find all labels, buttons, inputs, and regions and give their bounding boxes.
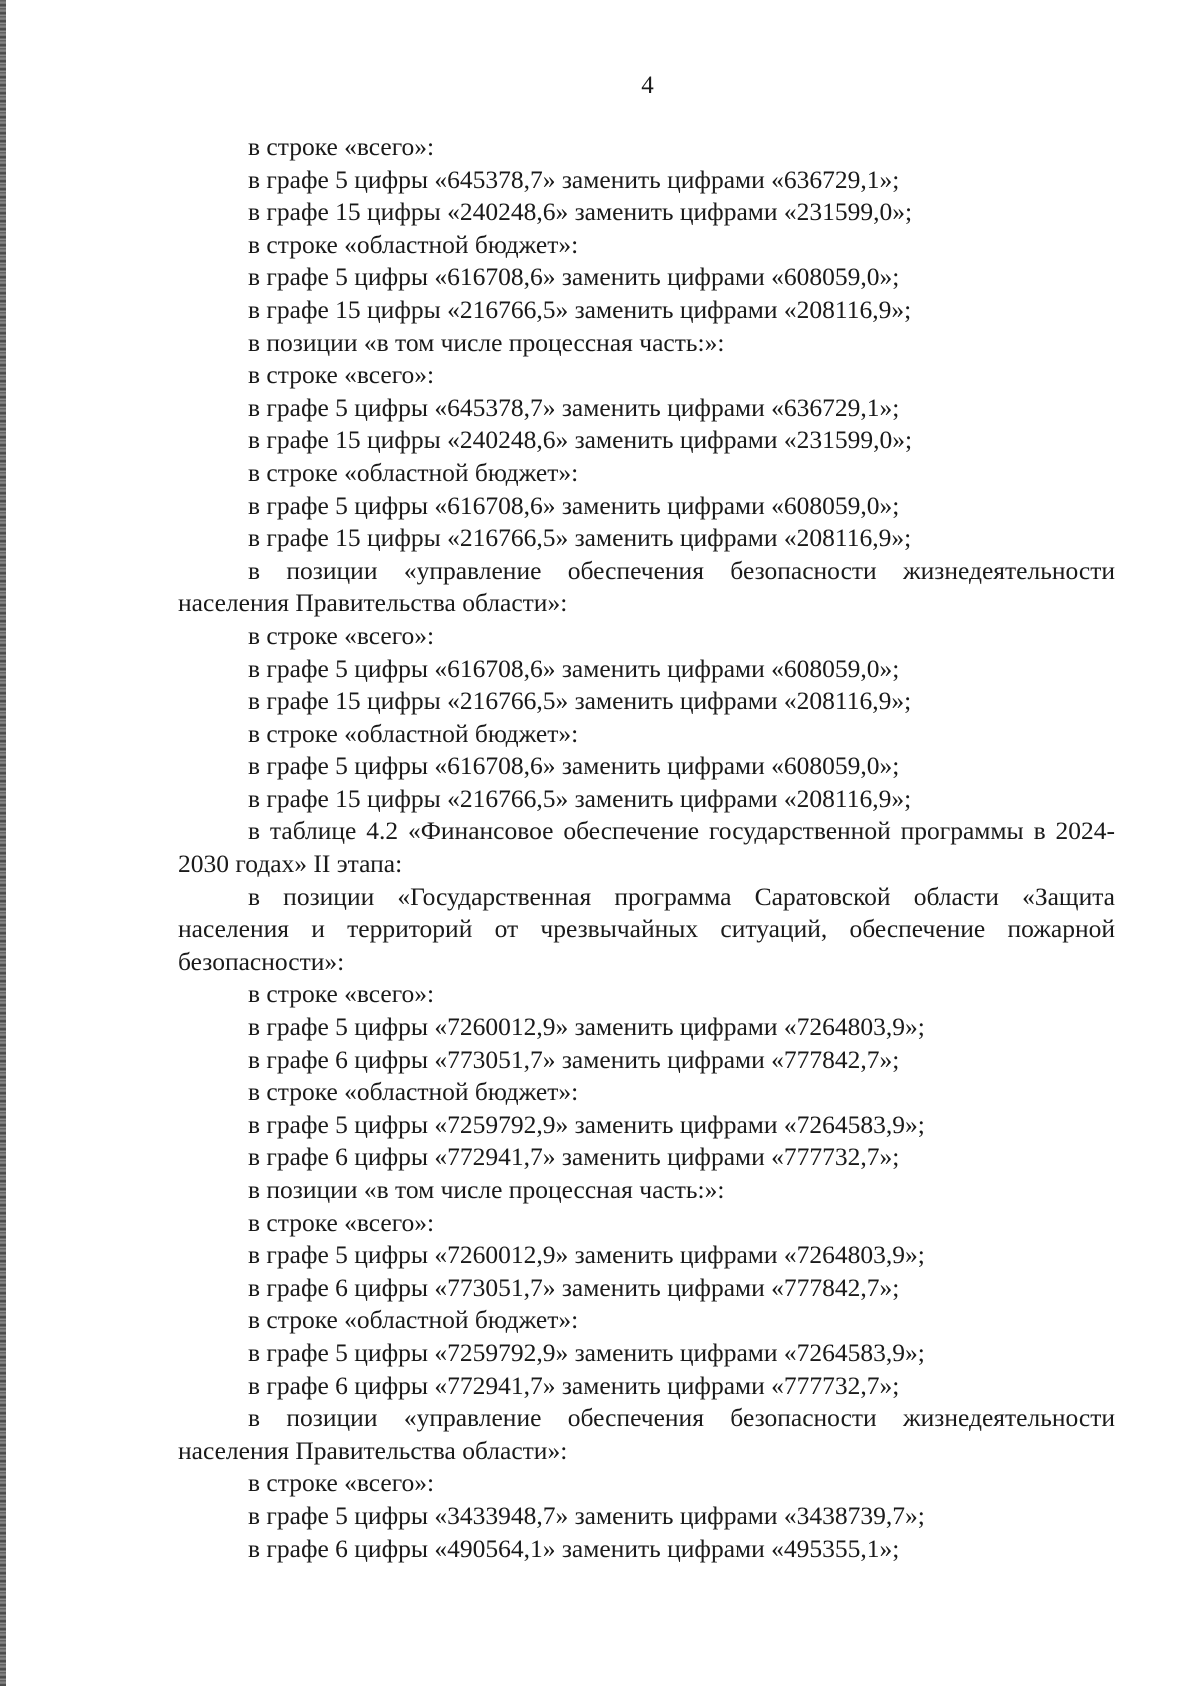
text-line: в графе 5 цифры «616708,6» заменить цифрами «608059,0»; [248, 490, 900, 520]
text-line: в графе 5 цифры «7259792,9» заменить цифрами «7264583,9»; [248, 1337, 925, 1367]
text-line: в строке «всего»: [248, 1468, 435, 1498]
text-line: в строке «областной бюджет»: [248, 229, 579, 259]
text-line: в графе 6 цифры «773051,7» заменить цифрами «777842,7»; [248, 1044, 900, 1074]
text-line: в графе 15 цифры «216766,5» заменить цифрами «208116,9»; [248, 686, 912, 716]
text-line: в графе 6 цифры «772941,7» заменить цифрами «777732,7»; [248, 1370, 900, 1400]
text-line: в строке «всего»: [248, 1207, 435, 1237]
paragraph: в позиции «управление обеспечения безопасности жизнедеятельности населения Правительства области»: [178, 555, 1115, 618]
text-line: в графе 5 цифры «645378,7» заменить цифрами «636729,1»; [248, 164, 900, 194]
text-line: в графе 5 цифры «645378,7» заменить цифрами «636729,1»; [248, 392, 900, 422]
text-line: в строке «областной бюджет»: [248, 1077, 579, 1107]
paragraph: в таблице 4.2 «Финансовое обеспечение государственной программы в 2024-2030 годах» II этапа: [178, 816, 1115, 879]
text-line: в строке «областной бюджет»: [248, 457, 579, 487]
text-line: в графе 6 цифры «773051,7» заменить цифрами «777842,7»; [248, 1272, 900, 1302]
text-line: в графе 15 цифры «216766,5» заменить цифрами «208116,9»; [248, 523, 912, 553]
document-body [178, 131, 1115, 1565]
text-line: в графе 5 цифры «7260012,9» заменить цифрами «7264803,9»; [248, 1240, 925, 1270]
text-line: в графе 5 цифры «616708,6» заменить цифрами «608059,0»; [248, 653, 900, 683]
text-line: в графе 15 цифры «216766,5» заменить цифрами «208116,9»; [248, 783, 912, 813]
text-line: в графе 6 цифры «772941,7» заменить цифрами «777732,7»; [248, 1142, 900, 1172]
text-line: в графе 5 цифры «7259792,9» заменить цифрами «7264583,9»; [248, 1109, 925, 1139]
text-line: в позиции «в том числе процессная часть:»: [248, 327, 725, 357]
paragraph: в позиции «Государственная программа Саратовской области «Защита населения и территорий от чрезвычайных ситуаций, обеспечение пожарной безопасности»: [178, 881, 1115, 976]
text-line: в графе 5 цифры «7260012,9» заменить цифрами «7264803,9»; [248, 1012, 925, 1042]
scan-edge [0, 0, 6, 1686]
page-number: 4 [641, 72, 654, 99]
text-line: в строке «всего»: [248, 360, 435, 390]
text-line: в графе 5 цифры «616708,6» заменить цифрами «608059,0»; [248, 262, 900, 292]
text-line: в графе 5 цифры «3433948,7» заменить цифрами «3438739,7»; [248, 1500, 925, 1530]
text-line: в строке «всего»: [248, 979, 435, 1009]
paragraph: в позиции «управление обеспечения безопасности жизнедеятельности населения Правительства области»: [178, 1403, 1115, 1465]
text-line: в позиции «в том числе процессная часть:»: [248, 1175, 725, 1204]
text-line: в графе 5 цифры «616708,6» заменить цифрами «608059,0»; [248, 751, 900, 781]
text-line: в графе 15 цифры «240248,6» заменить цифрами «231599,0»; [248, 197, 913, 227]
text-line: в графе 6 цифры «490564,1» заменить цифрами «495355,1»; [248, 1533, 900, 1563]
text-line: в графе 15 цифры «240248,6» заменить цифрами «231599,0»; [248, 425, 913, 455]
text-line: в графе 15 цифры «216766,5» заменить цифрами «208116,9»; [248, 294, 912, 324]
text-line: в строке «областной бюджет»: [248, 1305, 579, 1335]
text-line: в строке «областной бюджет»: [248, 718, 579, 748]
text-line: в строке «всего»: [248, 132, 435, 161]
text-line: в строке «всего»: [248, 620, 435, 650]
